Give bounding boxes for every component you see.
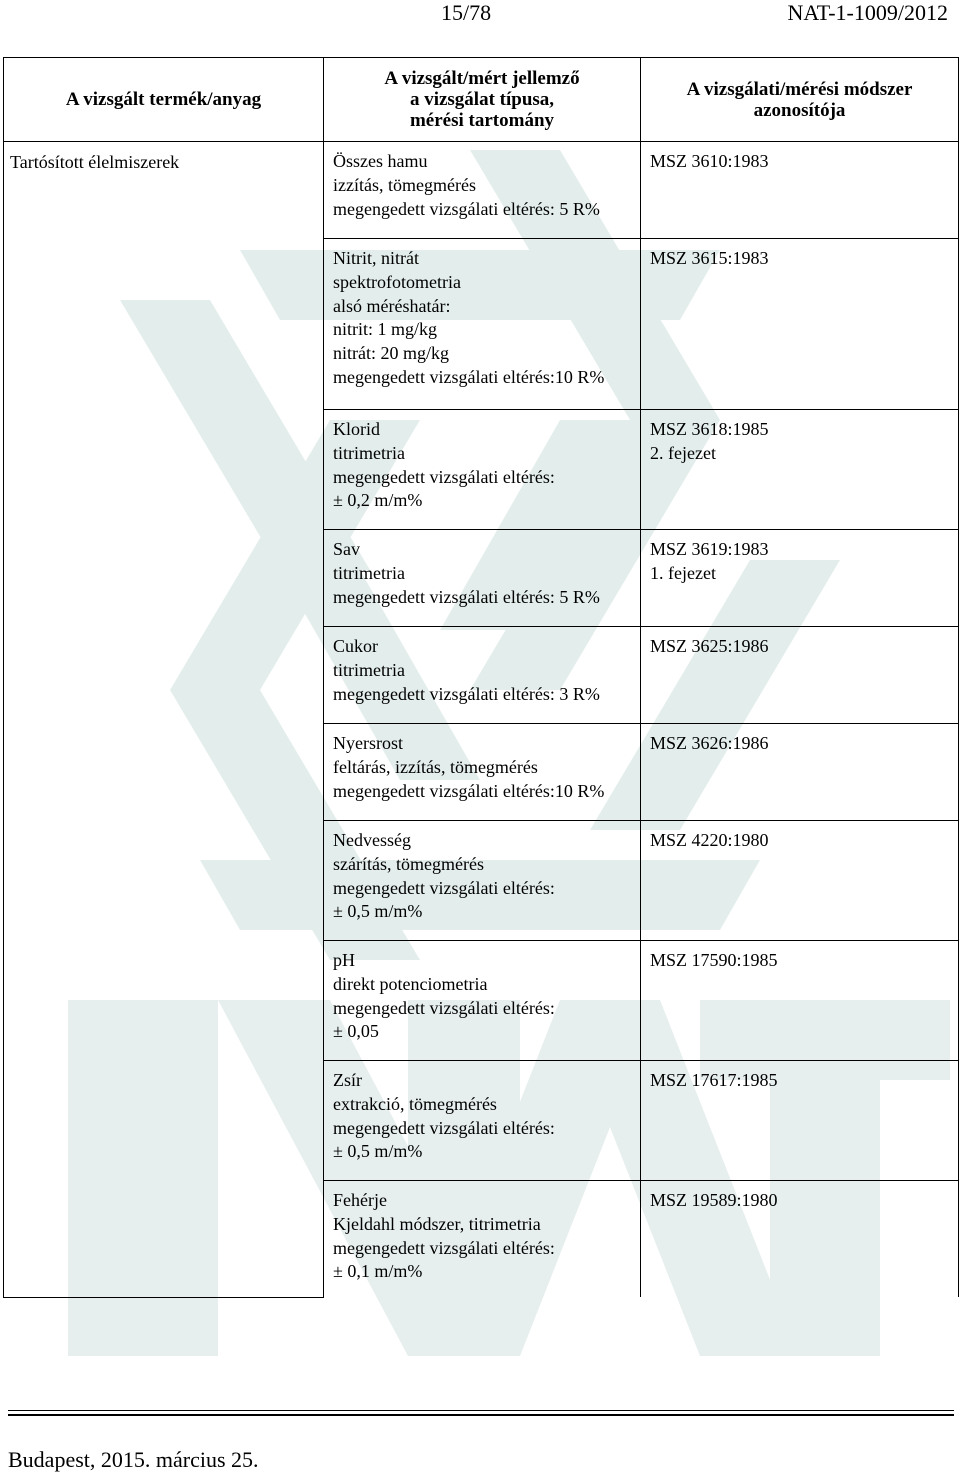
- characteristics-column: [324, 142, 641, 1298]
- characteristic-name: Nitrit, nitrát: [333, 248, 419, 268]
- characteristic-detail: megengedett vizsgálati eltérés:: [333, 1117, 555, 1138]
- characteristic-detail: szárítás, tömegmérés: [333, 853, 484, 874]
- document-id: NAT-1-1009/2012: [787, 0, 948, 25]
- method-code-block: [641, 1181, 958, 1297]
- characteristic-detail: direkt potenciometria: [333, 973, 488, 994]
- product-name: Tartósított élelmiszerek: [10, 152, 180, 172]
- characteristic-detail: megengedett vizsgálati eltérés: 5 R%: [333, 198, 600, 219]
- method-code-block: [641, 941, 958, 1061]
- characteristic-detail: spektrofotometria: [333, 271, 461, 292]
- method-code-block: [641, 142, 958, 239]
- method-code-block: [641, 530, 958, 627]
- characteristic-block: [324, 410, 640, 530]
- table-header-row: [4, 58, 959, 142]
- characteristic-name: Összes hamu: [333, 151, 428, 171]
- method-code-block: [641, 724, 958, 821]
- method-code: MSZ 17590:1985: [650, 950, 778, 970]
- characteristic-detail: ± 0,1 m/m%: [333, 1261, 423, 1282]
- characteristic-detail: ± 0,5 m/m%: [333, 1141, 423, 1162]
- header-product: A vizsgált termék/anyag: [4, 58, 324, 142]
- characteristic-detail: Kjeldahl módszer, titrimetria: [333, 1213, 541, 1234]
- method-code: MSZ 3618:1985: [650, 419, 769, 439]
- accreditation-table: [3, 57, 959, 1298]
- method-code: MSZ 3626:1986: [650, 733, 769, 753]
- header-characteristic: A vizsgált/mért jellemző a vizsgálat típusa, mérési tartomány: [324, 58, 641, 142]
- method-code: MSZ 3625:1986: [650, 636, 769, 656]
- characteristic-name: pH: [333, 950, 355, 970]
- method-code: MSZ 19589:1980: [650, 1190, 778, 1210]
- characteristic-block: [324, 1181, 640, 1297]
- characteristic-detail: ± 0,5 m/m%: [333, 901, 423, 922]
- characteristic-detail: titrimetria: [333, 442, 405, 463]
- characteristic-block: [324, 821, 640, 941]
- characteristic-detail: megengedett vizsgálati eltérés:: [333, 877, 555, 898]
- method-chapter: 1. fejezet: [650, 562, 716, 583]
- footer-place-date: Budapest, 2015. március 25.: [8, 1447, 259, 1472]
- characteristic-detail: nitrát: 20 mg/kg: [333, 343, 449, 364]
- characteristic-detail: titrimetria: [333, 562, 405, 583]
- characteristic-detail: megengedett vizsgálati eltérés:10 R%: [333, 780, 605, 801]
- characteristic-detail: megengedett vizsgálati eltérés:: [333, 1237, 555, 1258]
- method-code: MSZ 3615:1983: [650, 248, 769, 268]
- method-code: MSZ 4220:1980: [650, 830, 769, 850]
- method-code: MSZ 3619:1983: [650, 539, 769, 559]
- characteristic-block: [324, 142, 640, 239]
- method-codes-column: [641, 142, 959, 1298]
- characteristic-block: [324, 627, 640, 724]
- characteristic-name: Nedvesség: [333, 830, 411, 850]
- characteristic-detail: ± 0,2 m/m%: [333, 490, 423, 511]
- method-code-block: [641, 821, 958, 941]
- characteristic-name: Fehérje: [333, 1190, 387, 1210]
- characteristic-name: Zsír: [333, 1070, 362, 1090]
- characteristic-detail: extrakció, tömegmérés: [333, 1093, 497, 1114]
- characteristic-block: [324, 724, 640, 821]
- footer-rule-thin: [8, 1410, 954, 1411]
- characteristic-detail: izzítás, tömegmérés: [333, 174, 476, 195]
- characteristic-detail: megengedett vizsgálati eltérés:: [333, 466, 555, 487]
- characteristic-detail: megengedett vizsgálati eltérés: 5 R%: [333, 586, 600, 607]
- method-code-block: [641, 239, 958, 410]
- characteristic-detail: megengedett vizsgálati eltérés:10 R%: [333, 366, 605, 387]
- characteristic-name: Klorid: [333, 419, 380, 439]
- table-row: [4, 142, 959, 1298]
- characteristic-block: [324, 1061, 640, 1181]
- method-code-block: [641, 410, 958, 530]
- characteristic-block: [324, 941, 640, 1061]
- characteristic-block: [324, 239, 640, 410]
- characteristic-name: Nyersrost: [333, 733, 403, 753]
- method-code-block: [641, 1061, 958, 1181]
- characteristic-detail: megengedett vizsgálati eltérés: 3 R%: [333, 683, 600, 704]
- characteristic-detail: nitrit: 1 mg/kg: [333, 319, 438, 340]
- characteristic-detail: titrimetria: [333, 659, 405, 680]
- product-cell: [4, 142, 324, 1298]
- method-code: MSZ 17617:1985: [650, 1070, 778, 1090]
- page-number: 15/78: [441, 0, 492, 25]
- characteristic-detail: feltárás, izzítás, tömegmérés: [333, 756, 538, 777]
- method-code: MSZ 3610:1983: [650, 151, 769, 171]
- footer-rule-thick: [8, 1414, 954, 1416]
- characteristic-detail: megengedett vizsgálati eltérés:: [333, 997, 555, 1018]
- header-method: A vizsgálati/mérési módszer azonosítója: [641, 58, 959, 142]
- characteristic-detail: alsó méréshatár:: [333, 295, 451, 316]
- characteristic-name: Sav: [333, 539, 360, 559]
- method-chapter: 2. fejezet: [650, 442, 716, 463]
- characteristic-detail: ± 0,05: [333, 1021, 379, 1042]
- characteristic-name: Cukor: [333, 636, 378, 656]
- method-code-block: [641, 627, 958, 724]
- characteristic-block: [324, 530, 640, 627]
